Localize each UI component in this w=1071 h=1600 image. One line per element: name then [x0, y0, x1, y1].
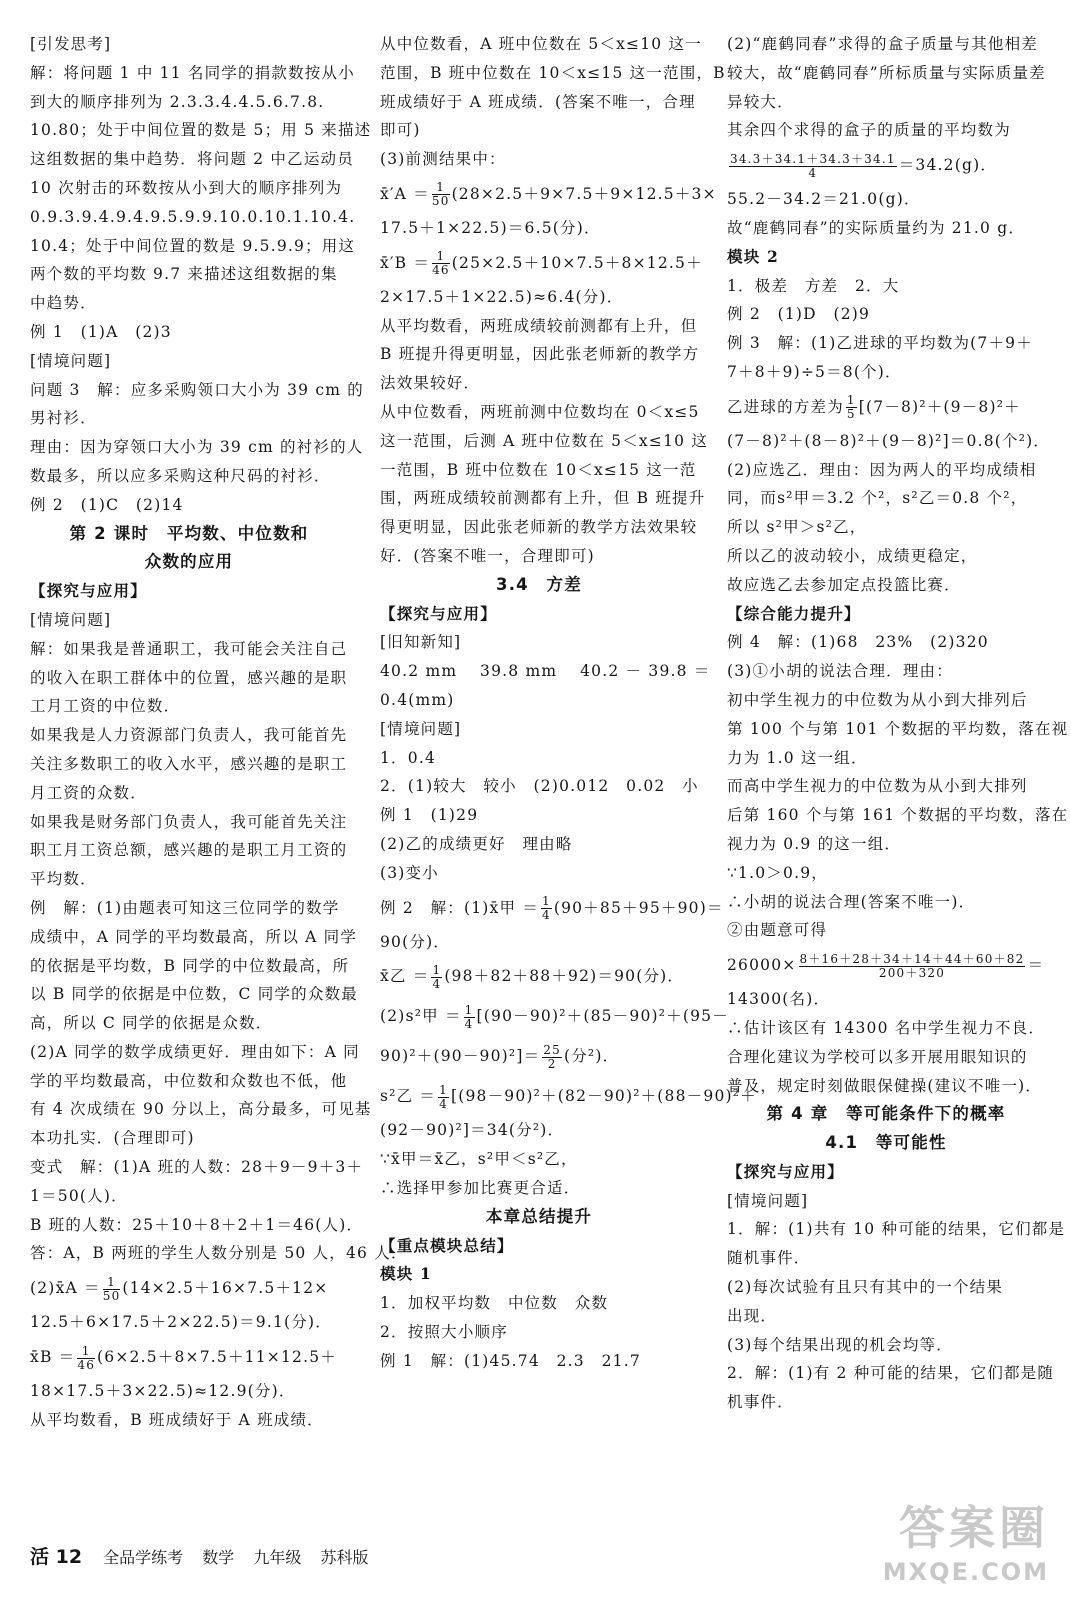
text-line: 故“鹿鹤同春”的实际质量约为 21.0 g． — [727, 218, 1026, 237]
text-line: 的收入在职工群体中的位置，感兴趣的是职 — [30, 668, 348, 687]
formula-line: (2)x̄A ＝ $\frac{1}{50}$ (14×2.5＋16×7.5＋12× — [30, 1274, 329, 1303]
text-line: 围，两班成绩较前测都有上升，但 B 班提升 — [380, 489, 706, 508]
text-line: 从平均数看，两班成绩较前测都有上升，但 — [380, 316, 698, 335]
text-line: 2×17.5＋1×22.5)≈6.4(分)． — [380, 287, 624, 306]
text-line: 同，而s²甲＝3.2 个²，s²乙＝0.8 个²， — [727, 489, 1028, 508]
text-line: (2)“鹿鹤同春”求得的盒子质量与其他相差 — [727, 35, 1039, 53]
formula-mean: x̄甲 ＝ — [489, 898, 540, 917]
text-line: 例 2 (1)C (2)14 — [30, 495, 184, 514]
text-line: ∴选择甲参加比赛更合适． — [380, 1178, 581, 1197]
text-line: 例 1 (1)29 — [380, 806, 479, 825]
text-line: 55.2－34.2＝21.0(g)． — [727, 190, 921, 209]
formula-mean: x̄′B ＝ — [380, 253, 431, 272]
text-line: 答：A，B 两班的学生人数分别是 50 人，46 人． — [30, 1244, 408, 1263]
text-line: 班成绩好于 A 班成绩．(答案不唯一，合理 — [380, 92, 696, 111]
text-line: 平均数． — [30, 870, 97, 889]
formula-mean: x̄A ＝ — [55, 1279, 101, 1298]
text-line: 10.4；处于中间位置的数是 9.5.9.9；用这 — [30, 236, 356, 255]
watermark-logo: 答案圈 MXQE.COM — [882, 1501, 1049, 1586]
text-line: 90(分)． — [380, 932, 451, 951]
text-line: 10.80；处于中间位置的数是 5；用 5 来描述 — [30, 121, 372, 140]
text-line: 普及，规定时刻做眼保健操(建议不唯一)． — [727, 1076, 1043, 1095]
text-line: 从中位数看，A 班中位数在 5＜x≤10 这一 — [380, 35, 702, 53]
formula-line: $\frac{34.3+34.1+34.3+34.1}{4}$ ＝34.2(g)． — [730, 151, 998, 180]
text-line: ∵1.0＞0.9， — [727, 863, 828, 882]
module-heading: 模块 1 — [380, 1264, 432, 1284]
text-line: ∴小胡的说法合理(答案不唯一)． — [727, 892, 976, 911]
text-line: 例 1 解：(1)45.74 2.3 21.7 — [380, 1351, 641, 1370]
text-line: 力为 1.0 这一组． — [727, 748, 868, 767]
text-line: (3)前测结果中： — [380, 150, 506, 169]
formula-line: x̄B ＝ $\frac{1}{46}$ (6×2.5＋8×7.5＋11×12.5＋ — [30, 1343, 337, 1372]
text-line: 这组数据的集中趋势．将问题 2 中乙运动员 — [30, 150, 354, 169]
formula-line: x̄′A ＝ $\frac{1}{50}$ (28×2.5＋9×7.5＋9×12.5＋3× — [380, 180, 717, 209]
formula-line: s²乙 ＝ $\frac{1}{4}$ [(98－90)²＋(82－90)²＋(88－90)²＋ — [380, 1082, 757, 1111]
text-line: 中趋势． — [30, 294, 97, 313]
text-line: ∴估计该区有 14300 名中学生视力不良． — [727, 1018, 1046, 1037]
text-line: (2)A 同学的数学成绩更好．理由如下：A 同 — [30, 1042, 360, 1061]
text-line: (2)应选乙．理由：因为两人的平均成绩相 — [727, 460, 1037, 479]
page-number: 活 12 — [30, 1546, 83, 1568]
text-line: B 班提升得更明显，因此张老师新的教学方 — [380, 345, 700, 364]
chapter-heading: 第 4 章 等可能条件下的概率 — [766, 1104, 1006, 1124]
text-line: 的依据是平均数，B 同学的中位数最高，所 — [30, 956, 350, 975]
text-line: 第 100 个与第 101 个数据的平均数，落在视 — [727, 719, 1069, 738]
text-line: 故应选乙去参加定点投篮比赛． — [727, 575, 961, 594]
text-line: 1．解：(1)共有 10 种可能的结果，它们都是 — [727, 1220, 1066, 1239]
text-line: 如果我是人力资源部门负责人，我可能首先 — [30, 726, 348, 745]
text-line: 1．极差 方差 2．大 — [727, 276, 900, 295]
text-line: 所以 s²甲＞s²乙， — [727, 518, 867, 537]
text-line: 好．(答案不唯一，合理即可) — [380, 546, 595, 565]
text-line: 即可) — [380, 121, 421, 140]
text-line: 本功扎实．(合理即可) — [30, 1129, 195, 1148]
subsection-heading: 【综合能力提升】 — [727, 603, 861, 623]
text-line: 变式 解：(1)A 班的人数：28＋9－9＋3＋ — [30, 1158, 364, 1177]
text-line: (3)每个结果出现的机会均等． — [727, 1335, 953, 1354]
text-line: 成绩中，A 同学的平均数最高，所以 A 同学 — [30, 927, 358, 946]
fraction: $\frac{8+16+28+34+14+44+60+82}{200+320}$ — [799, 951, 1025, 980]
text-line: 工月工资的中位数． — [30, 697, 181, 716]
text-line: ∵x̄甲＝x̄乙，s²甲＜s²乙， — [380, 1150, 578, 1169]
text-line: 7＋8＋9)÷5＝8(个)． — [727, 362, 902, 381]
text-line: 2．解：(1)有 2 种可能的结果，它们都是随 — [727, 1364, 1055, 1383]
text-line: 较大，故“鹿鹤同春”所标质量与实际质量差 — [727, 63, 1046, 82]
formula-mean: x̄乙 ＝ — [380, 967, 430, 986]
text-line: 理由：因为穿领口大小为 39 cm 的衬衫的人 — [30, 438, 364, 457]
text-line: 男衬衫． — [30, 409, 97, 428]
formula-line: x̄乙 ＝ $\frac{1}{4}$ (98＋82＋88＋92)＝90(分)． — [380, 962, 685, 991]
text-line: 解：如果我是普通职工，我可能会关注自己 — [30, 639, 348, 658]
text-line: [旧知新知] — [380, 633, 462, 652]
formula-line: (2)s²甲 ＝ $\frac{1}{4}$ [(90－90)²＋(85－90)²＋(95－ — [380, 1002, 729, 1031]
text-line: 后第 160 个与第 161 个数据的平均数，落在 — [727, 806, 1069, 825]
text-line: [引发思考] — [30, 35, 112, 53]
text-line: 视力为 0.9 的这一组． — [727, 834, 902, 853]
text-line: 从平均数看，B 班成绩好于 A 班成绩． — [30, 1410, 324, 1429]
section-heading: 本章总结提升 — [485, 1206, 593, 1226]
formula-line: x̄′B ＝ $\frac{1}{46}$ (25×2.5＋10×7.5＋8×12.5＋ — [380, 249, 703, 278]
fraction: $\frac{1}{50}$ — [102, 1274, 121, 1303]
text-line: 一范围，B 班中位数在 10＜x≤15 这一范 — [380, 460, 697, 479]
text-line: 如果我是财务部门负责人，我可能首先关注 — [30, 812, 348, 831]
text-line: 这一范围，后测 A 班中位数在 5＜x≤10 这 — [380, 431, 709, 450]
text-line: 问题 3 解：应多采购领口大小为 39 cm 的 — [30, 380, 364, 399]
text-line: 例 4 解：(1)68 23% (2)320 — [727, 633, 989, 652]
fraction: $\frac{1}{4}$ — [542, 894, 551, 923]
fraction: $\frac{1}{4}$ — [439, 1082, 448, 1111]
text-line: 1＝50(人)． — [30, 1186, 128, 1205]
footer-brand: 全品学练考 — [103, 1548, 184, 1567]
footer-edition: 苏科版 — [320, 1548, 369, 1567]
text-line: 17.5＋1×22.5)＝6.5(分)． — [380, 218, 601, 237]
text-line: 两个数的平均数 9.7 来描述这组数据的集 — [30, 265, 338, 284]
text-line: [情境问题] — [380, 719, 462, 738]
text-line: 2．按照大小顺序 — [380, 1322, 508, 1341]
text-line: (7－8)²＋(8－8)²＋(9－8)²]＝0.8(个²)． — [727, 431, 1051, 450]
text-line: 月工资的众数． — [30, 783, 147, 802]
subsection-heading: 【探究与应用】 — [30, 581, 147, 601]
text-line: (3)①小胡的说法合理．理由： — [727, 662, 953, 681]
column-right — [727, 30, 1069, 1417]
fraction: $\frac{1}{50}$ — [431, 180, 450, 209]
text-line: 高，所以 C 同学的依据是众数． — [30, 1014, 273, 1033]
fraction: $\frac{34.3+34.1+34.3+34.1}{4}$ — [730, 151, 896, 180]
text-line: 18×17.5＋3×22.5)≈12.9(分)． — [30, 1382, 296, 1401]
section-heading: 4.1 等可能性 — [825, 1133, 947, 1153]
fraction: $\frac{1}{4}$ — [464, 1002, 474, 1031]
subsection-heading: 【探究与应用】 — [727, 1161, 844, 1181]
fraction: $\frac{1}{46}$ — [77, 1343, 96, 1372]
text-line: 其余四个求得的盒子的质量的平均数为 — [727, 121, 1011, 140]
text-line: 学的平均数最高，中位数和众数也不低，他 — [30, 1071, 348, 1090]
text-line: 12.5＋6×17.5＋2×22.5)＝9.1(分)． — [30, 1313, 332, 1332]
formula-line: 90)²＋(90－90)²]＝ $\frac{25}{2}$ (分²)． — [380, 1042, 620, 1071]
text-line: 有 4 次成绩在 90 分以上，高分最多，可见基 — [30, 1100, 372, 1119]
text-line: 10 次射击的环数按从小到大的顺序排列为 — [30, 178, 343, 197]
subsection-heading: 【重点模块总结】 — [380, 1235, 514, 1255]
text-line: 1．0.4 — [380, 748, 437, 767]
text-line: 到大的顺序排列为 2.3.3.4.4.5.6.7.8. — [30, 92, 325, 111]
text-line: 解：将问题 1 中 11 名同学的捐款数按从小 — [30, 63, 355, 82]
text-line: (2)乙的成绩更好 理由略 — [380, 834, 573, 853]
formula-variance: s²乙 ＝ — [380, 1087, 437, 1106]
text-line: 而高中学生视力的中位数为从小到大排列 — [727, 777, 1028, 796]
text-line: (3)变小 — [380, 863, 439, 882]
text-line: (2)每次试验有且只有其中的一个结果 — [727, 1278, 1004, 1297]
text-line: 得更明显，因此张老师新的教学方法效果较 — [380, 518, 698, 537]
formula-variance: s²甲 ＝ — [405, 1007, 462, 1026]
text-line: [情境问题] — [30, 351, 112, 370]
text-line: 所以乙的波动较小，成绩更稳定， — [727, 546, 978, 565]
text-line: 从中位数看，两班前测中位数均在 0＜x≤5 — [380, 402, 700, 421]
text-line: [情境问题] — [727, 1191, 809, 1210]
text-line: 出现． — [727, 1306, 778, 1325]
text-line: 例 1 (1)A (2)3 — [30, 322, 172, 341]
fraction: $\frac{1}{46}$ — [432, 249, 450, 278]
text-line: 0.4(mm) — [380, 690, 455, 709]
fraction: $\frac{1}{4}$ — [432, 962, 442, 991]
text-line: 合理化建议为学校可以多开展用眼知识的 — [727, 1047, 1028, 1066]
section-heading: 第 2 课时 平均数、中位数和 — [69, 523, 309, 543]
formula-mean: x̄′A ＝ — [380, 184, 430, 203]
page-footer — [30, 1542, 383, 1569]
section-heading: 3.4 方差 — [496, 574, 582, 594]
text-line: 数最多，所以应多采购这种尺码的衬衫． — [30, 466, 331, 485]
subsection-heading: 【探究与应用】 — [380, 603, 497, 623]
text-line: 例 3 解：(1)乙进球的平均数为(7＋9＋ — [727, 334, 1033, 353]
text-line: 法效果较好． — [380, 374, 481, 393]
section-heading: 众数的应用 — [144, 552, 234, 572]
formula-mean: x̄B ＝ — [30, 1348, 76, 1367]
text-line: 初中学生视力的中位数为从小到大排列后 — [727, 690, 1028, 709]
formula-line: 乙进球的方差为 $\frac{1}{5}$ [(7－8)²＋(9－8)²＋ — [727, 393, 1021, 422]
text-line: 职工月工资总额，感兴趣的是职工月工资的 — [30, 841, 348, 860]
text-line: 0.9.3.9.4.9.4.9.5.9.9.10.0.10.1.10.4. — [30, 207, 356, 226]
text-line: (92－90)²]＝34(分²)． — [380, 1121, 565, 1140]
text-line: 范围，B 班中位数在 10＜x≤15 这一范围，B — [380, 63, 726, 82]
text-line: B 班的人数：25＋10＋8＋2＋1＝46(人)． — [30, 1215, 364, 1234]
text-line: [情境问题] — [30, 610, 112, 629]
text-line: 例 2 (1)D (2)9 — [727, 305, 871, 324]
formula-line: 26000× $\frac{8+16+28+34+14+44+60+82}{200+320}$ ＝ — [727, 951, 1045, 980]
text-line: 随机事件． — [727, 1249, 811, 1268]
text-line: 机事件． — [727, 1393, 794, 1412]
text-line: 关注多数职工的收入水平，感兴趣的是职工 — [30, 754, 348, 773]
text-line: 例 解：(1)由题表可知这三位同学的数学 — [30, 898, 340, 917]
fraction: $\frac{1}{5}$ — [846, 393, 856, 422]
text-line: 异较大． — [727, 92, 794, 111]
module-heading: 模块 2 — [727, 246, 779, 266]
text-line: 14300(名)． — [727, 990, 831, 1009]
text-line: 2．(1)较大 较小 (2)0.012 0.02 小 — [380, 777, 699, 796]
text-line: 40.2 mm 39.8 mm 40.2 － 39.8 ＝ — [380, 662, 711, 681]
fraction: $\frac{25}{2}$ — [543, 1042, 561, 1071]
footer-grade: 九年级 — [253, 1548, 302, 1567]
text-line: ②由题意可得 — [727, 921, 828, 940]
text-line: 1．加权平均数 中位数 众数 — [380, 1294, 609, 1313]
formula-line: 例 2 解：(1)x̄甲 ＝ $\frac{1}{4}$ (90＋85＋95＋90)＝ — [380, 894, 724, 923]
text-line: 以 B 同学的依据是中位数，C 同学的众数最 — [30, 985, 358, 1004]
footer-subject: 数学 — [202, 1548, 235, 1567]
